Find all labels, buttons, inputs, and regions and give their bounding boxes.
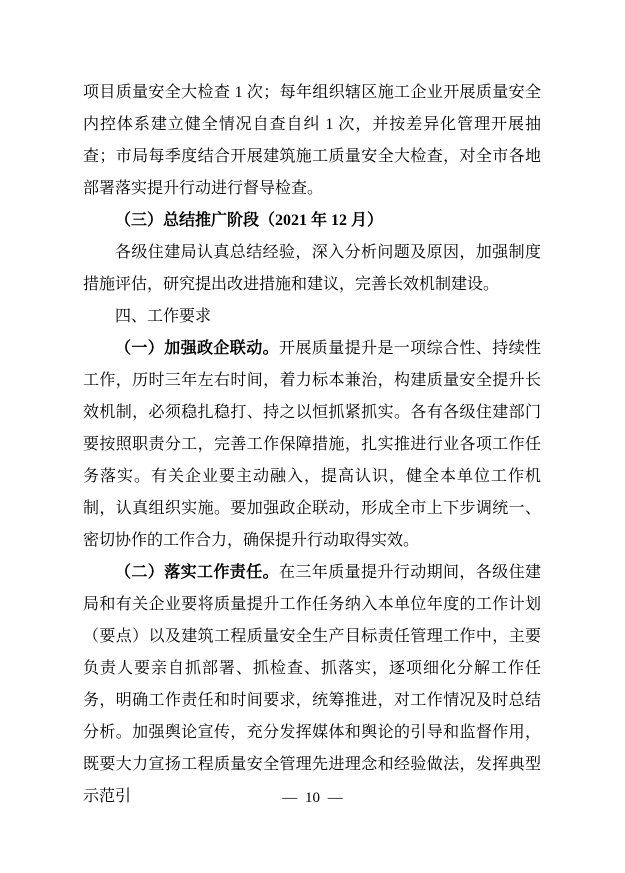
paragraph-text: 在三年质量提升行动期间，各级住建局和有关企业要将质量提升工作任务纳入本单位年度的工作计划（要点）以及建筑工程质量安全生产目标责任管理工作中，主要负责人要亲自抓部署、抓检查、抓落实，逐项细化分解工作任务，明确工作责任和时间要求，统筹推进，对工作情况及时总结分析。加强舆论宣传，充分发挥媒体和舆论的引导和监督作用，既要大力宣扬工程质量安全管理先进理念和经验做法，发挥典型示范引 — [83, 564, 541, 805]
paragraph-lead-bold: （一）加强政企联动。 — [115, 340, 279, 357]
paragraph-text: 开展质量提升是一项综合性、持续性工作，历时三年左右时间，着力标本兼治，构建质量安全提升长效机制，必须稳扎稳打、持之以恒抓紧抓实。各有各级住建部门要按照职责分工，完善工作保障措施，扎实推进行业各项工作任务落实。有关企业要主动融入，提高认识，健全本单位工作机制，认真组织实施。要加强政企联动，形成全市上下步调统一、密切协作的工作合力，确保提升行动取得实效。 — [83, 340, 541, 549]
paragraph-stage-three-body — [83, 237, 541, 301]
paragraph-text: 项目质量安全大检查 1 次；每年组织辖区施工企业开展质量安全内控体系建立健全情况自查自纠 1 次，并按差异化管理开展抽查；市局每季度结合开展建筑施工质量安全大检查，对全市各地部署落实提升行动进行督导检查。 — [83, 84, 541, 197]
paragraph-continuation — [83, 77, 541, 205]
paragraph-text: 四、工作要求 — [115, 308, 212, 325]
document-body — [83, 77, 541, 813]
paragraph-requirement-two — [83, 557, 541, 813]
paragraph-text: 各级住建局认真总结经验，深入分析问题及原因，加强制度措施评估，研究提出改进措施和建议，完善长效机制建设。 — [83, 244, 541, 293]
heading-section-four — [83, 301, 541, 333]
paragraph-requirement-one — [83, 333, 541, 557]
page-number: — 10 — — [282, 790, 343, 806]
heading-stage-three — [83, 205, 541, 237]
paragraph-lead-bold: （三）总结推广阶段（2021 年 12 月） — [115, 212, 384, 229]
paragraph-lead-bold: （二）落实工作责任。 — [115, 564, 279, 581]
